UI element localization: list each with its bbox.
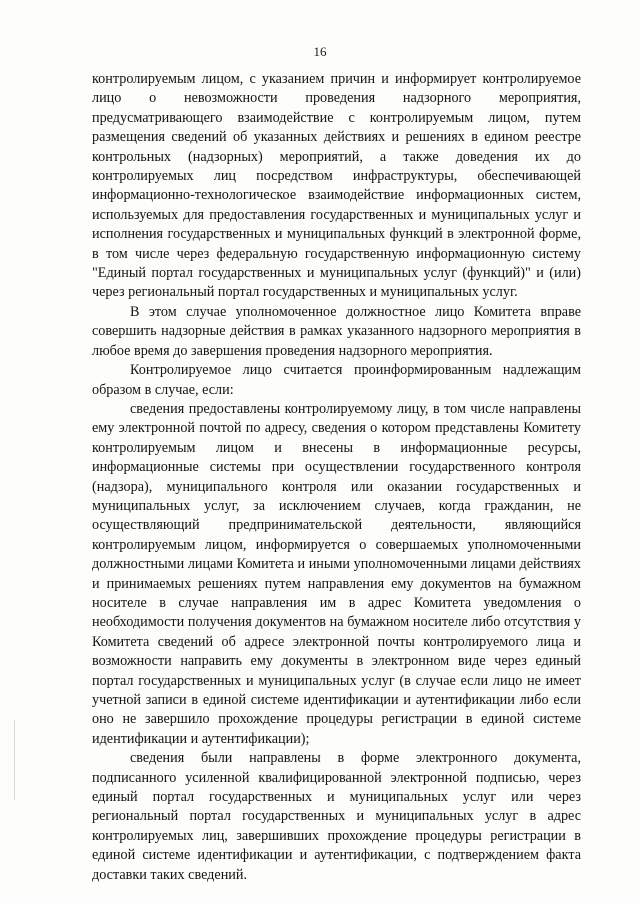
paragraph-condition-electronic: сведения были направлены в форме электронного документа, подписанного усиленной квалифицированной электронной подписью, через единый портал государственных и муниципальных услуг или через региональный портал государственных и муниципальных услуг в адрес контролируемых лиц, завершивших прохождение процедуры регистрации в единой системе идентификации и аутентификации, с подтверждением факта доставки таких сведений.: [92, 750, 581, 883]
document-body: [92, 70, 581, 885]
scan-edge-mark: [14, 720, 15, 800]
paragraph-informed-conditions: Контролируемое лицо считается проинформированным надлежащим образом в случае, если:: [92, 362, 581, 398]
paragraph-supervisory-actions: В этом случае уполномоченное должностное лицо Комитета вправе совершить надзорные действия в рамках указанного надзорного мероприятия в любое время до завершения проведения надзорного мероприятия.: [92, 303, 581, 359]
paragraph-continuation: контролируемым лицом, с указанием причин и информирует контролируемое лицо о невозможности проведения надзорного мероприятия, предусматривающего взаимодействие с контролируемым лицом, путем размещения сведений об указанных действиях и решениях в едином реестре контрольных (надзорных) мероприятий, а также доведения их до контролируемых лиц посредством инфраструктуры, обеспечивающей информационно-технологическое взаимодействие информационных систем, используемых для предоставления государственных и муниципальных услуг и исполнения государственных и муниципальных функций в электронной форме, в том числе через федеральную государственную информационную систему "Единый портал государственных и муниципальных услуг (функций)" и (или) через региональный портал государственных и муниципальных услуг.: [92, 71, 581, 301]
paragraph-condition-provided: сведения предоставлены контролируемому лицу, в том числе направлены ему электронной почтой по адресу, сведения о котором представлены Комитету контролируемым лицом и внесены в информационные ресурсы, информационные системы при осуществлении государственного контроля (надзора), муниципального контроля или оказании государственных и муниципальных услуг, за исключением случаев, когда гражданин, не осуществляющий предпринимательской деятельности, являющийся контролируемым лицом, информируется о совершаемых уполномоченными должностными лицами Комитета и иными уполномоченными лицами действиях и принимаемых решениях путем направления ему документов на бумажном носителе в случае направления им в адрес Комитета уведомления о необходимости получения документов на бумажном носителе либо отсутствия у Комитета сведений об адресе электронной почты контролируемого лица и возможности направить ему документы в электронном виде через единый портал государственных и муниципальных услуг (в случае если лицо не имеет учетной записи в единой системе идентификации и аутентификации либо если оно не завершило прохождение процедуры регистрации в единой системе идентификации и аутентификации);: [92, 400, 581, 747]
page-number: 16: [313, 44, 327, 59]
